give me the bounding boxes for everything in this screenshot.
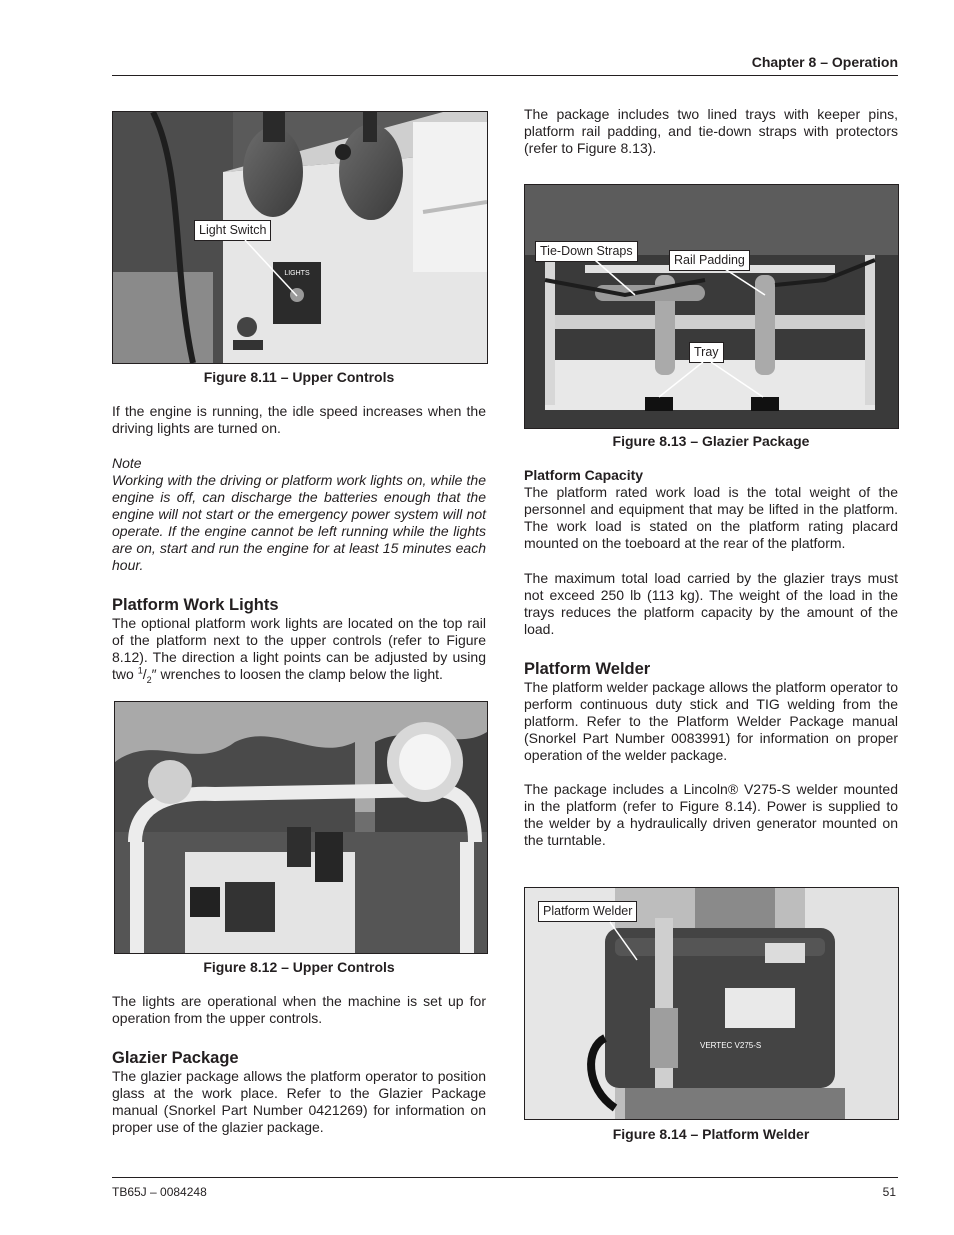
heading-platform-capacity: Platform Capacity [524,467,644,483]
paragraph-work-lights: The optional platform work lights are located on the top rail of the platform next to the upper controls (refer to Figure 8.12). The direction a light points can be adjusted by using two $^1/_2''$ wrenches to loosen the clamp below the light. [112,615,486,685]
figure-8-11-caption: Figure 8.11 – Upper Controls [203,369,395,385]
figure-8-14-caption: Figure 8.14 – Platform Welder [612,1126,810,1142]
heading-glazier-package: Glazier Package [112,1049,239,1067]
paragraph-welder-1: The platform welder package allows the platform operator to perform continuous duty stick and TIG welding from the platform. Refer to the Platform Welder Package manual (Snorkel Part Number 0083991) for information on proper operation of the welder package. [524,679,898,763]
chapter-header: Chapter 8 – Operation [751,54,898,70]
svg-text:LIGHTS: LIGHTS [284,270,310,277]
callout-light-switch: Light Switch [194,220,271,241]
paragraph-capacity-1: The platform rated work load is the total weight of the personnel and equipment that may be lifted in the platform. The work load is stated on the platform rating placard mounted on the toeboard at the rear of the platform. [524,484,898,551]
svg-text:VERTEC V275-S: VERTEC V275-S [700,1041,762,1050]
figure-8-12-caption: Figure 8.12 – Upper Controls [203,959,395,975]
footer-rule [112,1177,898,1178]
heading-platform-welder: Platform Welder [524,660,651,678]
paragraph-idle-speed: If the engine is running, the idle speed increases when the driving lights are turned on. [112,403,486,436]
work-lights-image [115,702,487,953]
heading-platform-work-lights: Platform Work Lights [112,596,279,614]
paragraph-welder-2: The package includes a Lincoln® V275-S welder mounted in the platform (refer to Figure 8.14). Power is supplied to the welder by a hydraulically driven generator mounted on the turntable. [524,781,898,848]
callout-tie-down-straps: Tie-Down Straps [535,241,638,262]
callout-leader-light-switch [113,112,487,363]
callout-leaders-glazier [525,185,898,428]
callout-rail-padding: Rail Padding [669,250,750,271]
figure-8-13-caption: Figure 8.13 – Glazier Package [612,433,810,449]
note-text: Working with the driving or platform work lights on, while the engine is off, can discharge the batteries enough that the engine will not start or the emergency power system will not operate. If the engine cannot be left running while the lights are on, start and run the engine for at least 15 minutes each hour. [112,472,486,573]
callout-platform-welder: Platform Welder [538,901,637,922]
figure-8-12-photo [114,701,488,954]
callout-leader-platform-welder [525,888,898,1119]
paragraph-lights-operational: The lights are operational when the machine is set up for operation from the upper controls. [112,993,486,1026]
paragraph-glazier-package: The glazier package allows the platform operator to position glass at the work place. Refer to the Glazier Package manual (Snorkel Part Number 0421269) for information on proper use of the glazier package. [112,1068,486,1135]
callout-tray: Tray [689,342,724,363]
paragraph-capacity-2: The maximum total load carried by the glazier trays must not exceed 250 lb (113 kg). The weight of the load in the trays reduces the platform capacity by the amount of the load. [524,570,898,637]
paragraph-package-includes: The package includes two lined trays with keeper pins, platform rail padding, and tie-down straps with protectors (refer to Figure 8.13). [524,106,898,156]
figure-8-14-photo [524,887,899,1120]
figure-8-13-photo [524,184,899,429]
footer-doc-id: TB65J – 0084248 [112,1185,207,1199]
header-rule [112,75,898,76]
note-label: Note [112,455,142,471]
footer-page-number: 51 [882,1185,896,1199]
figure-8-11-photo [112,111,488,364]
